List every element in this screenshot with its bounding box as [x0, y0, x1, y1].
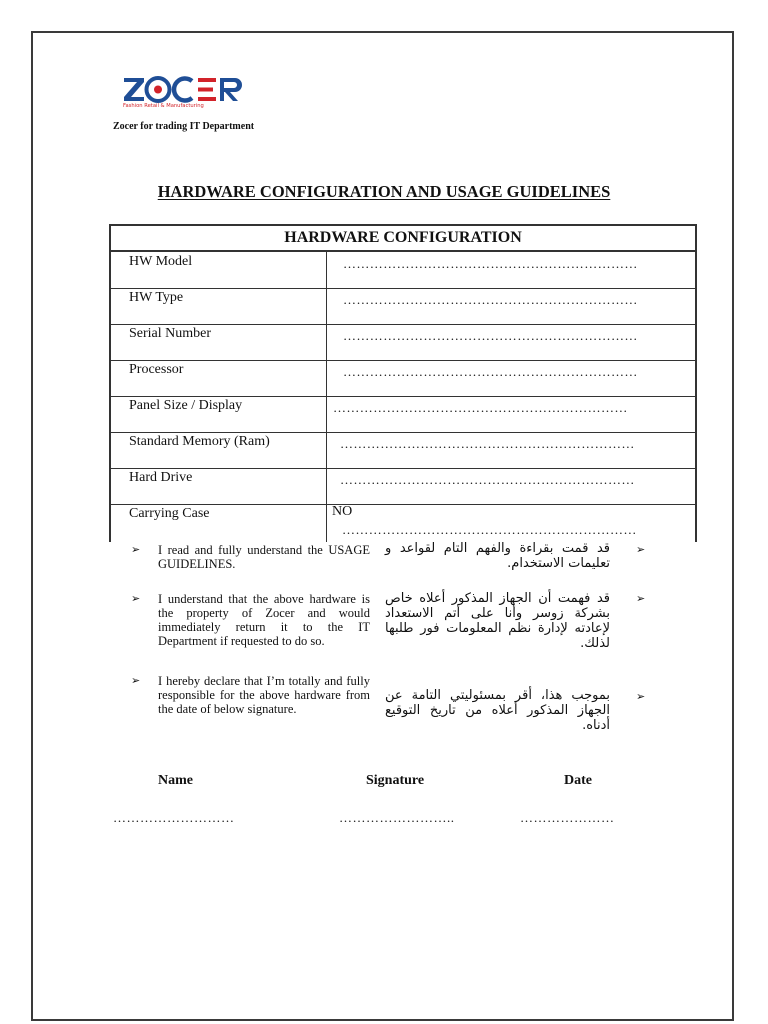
- logo-tagline: Fashion Retail & Manufacturing: [123, 103, 204, 108]
- bullet-arrow-icon: ➢: [636, 691, 646, 703]
- table-row-carrying-case: [111, 504, 695, 542]
- table-row-hard-drive: [111, 468, 695, 505]
- bullet-arrow-icon: ➢: [131, 593, 141, 605]
- guideline-en-1: I read and fully understand the USAGE GUIDELINES.: [158, 543, 370, 571]
- hardware-config-table: [109, 224, 697, 542]
- row-value-field[interactable]: …………………………………………………………: [333, 400, 628, 415]
- row-label: Panel Size / Display: [129, 398, 243, 413]
- date-line[interactable]: …………………: [520, 810, 615, 825]
- row-label: Carrying Case: [129, 506, 210, 521]
- guideline-ar-3: بموجب هذا، أقر بمسئوليتي التامة عن الجهاز المذكور أعلاه من تاريخ التوقيع أدناه.: [385, 688, 610, 733]
- table-row-hw-type: [111, 288, 695, 325]
- department-label: Zocer for trading IT Department: [113, 121, 255, 132]
- guideline-ar-2: قد فهمت أن الجهاز المذكور أعلاه خاص بشركة زوسر وأنا على أتم الاستعداد لإعادته لإدارة نظم المعلومات فور طلبها لذلك.: [385, 591, 610, 651]
- row-value-field[interactable]: …………………………………………………………: [343, 292, 638, 307]
- table-row-serial-number: [111, 324, 695, 361]
- table-row-processor: [111, 360, 695, 397]
- row-value-field[interactable]: …………………………………………………………: [340, 436, 635, 451]
- bullet-arrow-icon: ➢: [636, 593, 646, 605]
- bullet-arrow-icon: ➢: [131, 675, 141, 687]
- row-value-field[interactable]: …………………………………………………………: [343, 256, 638, 271]
- row-label: HW Type: [129, 290, 184, 305]
- signature-line[interactable]: ……………………..: [339, 810, 455, 825]
- bullet-arrow-icon: ➢: [131, 544, 141, 556]
- row-label: Standard Memory (Ram): [129, 434, 270, 449]
- row-label: Serial Number: [129, 326, 212, 341]
- table-row-hw-model: [111, 252, 695, 289]
- name-label: Name: [158, 773, 193, 788]
- table-row-standard-memory: [111, 432, 695, 469]
- document-title: HARDWARE CONFIGURATION AND USAGE GUIDELINES: [157, 182, 611, 201]
- row-value-field[interactable]: …………………………………………………………: [340, 472, 635, 487]
- row-value-field[interactable]: …………………………………………………………: [343, 364, 638, 379]
- row-value-dots[interactable]: …………………………………………………………: [342, 522, 637, 537]
- guideline-en-3: I hereby declare that I’m totally and fully responsible for the above hardware from the date of below signature.: [158, 674, 370, 716]
- date-label: Date: [564, 773, 592, 788]
- row-label: HW Model: [129, 254, 193, 269]
- name-line[interactable]: ………………………: [113, 810, 235, 825]
- signature-label: Signature: [366, 773, 425, 788]
- guideline-en-2: I understand that the above hardware is the property of Zocer and would immediately return it to the IT Department if requested to do so.: [158, 592, 370, 648]
- bullet-arrow-icon: ➢: [636, 544, 646, 556]
- table-heading: HARDWARE CONFIGURATION: [111, 226, 695, 252]
- row-value-field[interactable]: NO: [332, 504, 353, 519]
- zocer-logo: [122, 76, 254, 108]
- table-row-panel-size: [111, 396, 695, 433]
- row-label: Processor: [129, 362, 184, 377]
- guideline-ar-1: قد قمت بقراءة والفهم التام لقواعد و تعليمات الاستخدام.: [385, 541, 610, 571]
- row-label: Hard Drive: [129, 470, 193, 485]
- row-value-field[interactable]: …………………………………………………………: [343, 328, 638, 343]
